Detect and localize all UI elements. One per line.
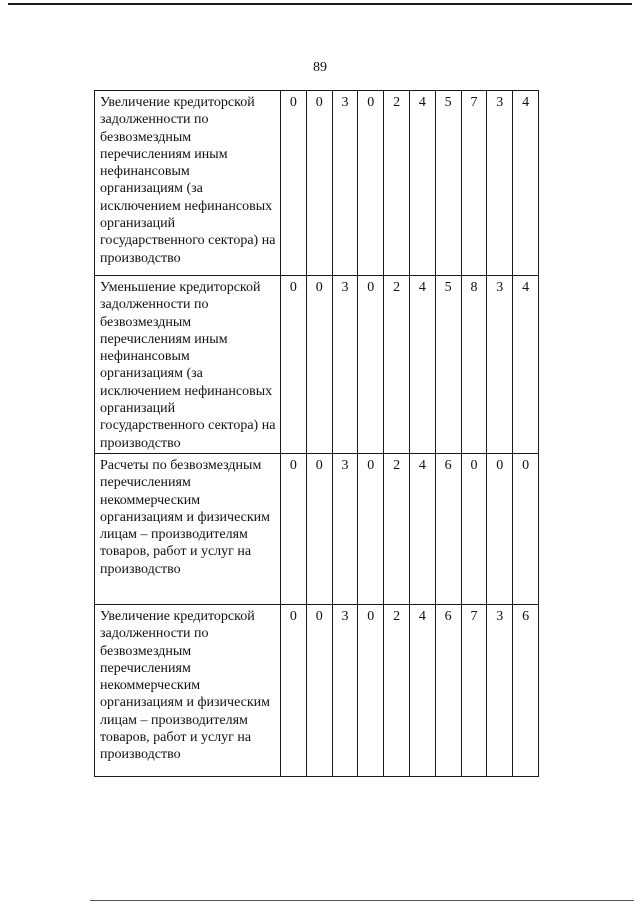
code-digit: 0 (461, 453, 487, 604)
page-number: 89 (313, 60, 327, 75)
code-digit: 0 (487, 453, 513, 604)
table-row (95, 604, 539, 776)
code-digit: 0 (513, 453, 539, 604)
code-digit: 0 (358, 91, 384, 276)
code-digit: 0 (281, 276, 307, 454)
scan-edge-top (8, 3, 632, 5)
code-digit: 3 (332, 276, 358, 454)
code-digit: 4 (409, 604, 435, 776)
code-digit: 3 (332, 604, 358, 776)
code-digit: 2 (384, 276, 410, 454)
code-digit: 3 (332, 453, 358, 604)
code-digit: 4 (513, 91, 539, 276)
code-digit: 2 (384, 453, 410, 604)
code-digit: 6 (435, 604, 461, 776)
code-digit: 3 (487, 604, 513, 776)
code-digit: 0 (358, 453, 384, 604)
code-digit: 0 (306, 276, 332, 454)
code-digit: 0 (306, 91, 332, 276)
scan-edge-bottom (90, 900, 634, 901)
code-digit: 2 (384, 91, 410, 276)
code-digit: 5 (435, 91, 461, 276)
code-digit: 3 (487, 91, 513, 276)
code-digit: 2 (384, 604, 410, 776)
row-description: Уменьшение кредиторской задолженности по безвозмездным перечислениям иным нефинансовым организациям (за исключением нефинансовых организаций государственного сектора) на производство (95, 276, 281, 454)
row-description: Расчеты по безвозмездным перечислениям некоммерческим организациям и физическим лицам – производителям товаров, работ и услуг на производство (95, 453, 281, 604)
row-description: Увеличение кредиторской задолженности по безвозмездным перечислениям некоммерческим организациям и физическим лицам – производителям товаров, работ и услуг на производство (95, 604, 281, 776)
code-digit: 3 (487, 276, 513, 454)
code-table (94, 90, 539, 777)
row-description: Увеличение кредиторской задолженности по безвозмездным перечислениям иным нефинансовым организациям (за исключением нефинансовых организаций государственного сектора) на производство (95, 91, 281, 276)
code-digit: 4 (409, 91, 435, 276)
code-digit: 0 (281, 453, 307, 604)
code-digit: 0 (358, 604, 384, 776)
code-digit: 4 (409, 453, 435, 604)
code-digit: 0 (358, 276, 384, 454)
code-digit: 7 (461, 91, 487, 276)
code-digit: 0 (281, 91, 307, 276)
code-digit: 8 (461, 276, 487, 454)
code-digit: 0 (306, 453, 332, 604)
code-digit: 6 (435, 453, 461, 604)
table-row (95, 453, 539, 604)
code-digit: 0 (281, 604, 307, 776)
code-digit: 4 (409, 276, 435, 454)
table-row (95, 276, 539, 454)
code-digit: 0 (306, 604, 332, 776)
code-digit: 3 (332, 91, 358, 276)
table-row (95, 91, 539, 276)
code-digit: 4 (513, 276, 539, 454)
code-digit: 7 (461, 604, 487, 776)
code-digit: 5 (435, 276, 461, 454)
code-digit: 6 (513, 604, 539, 776)
